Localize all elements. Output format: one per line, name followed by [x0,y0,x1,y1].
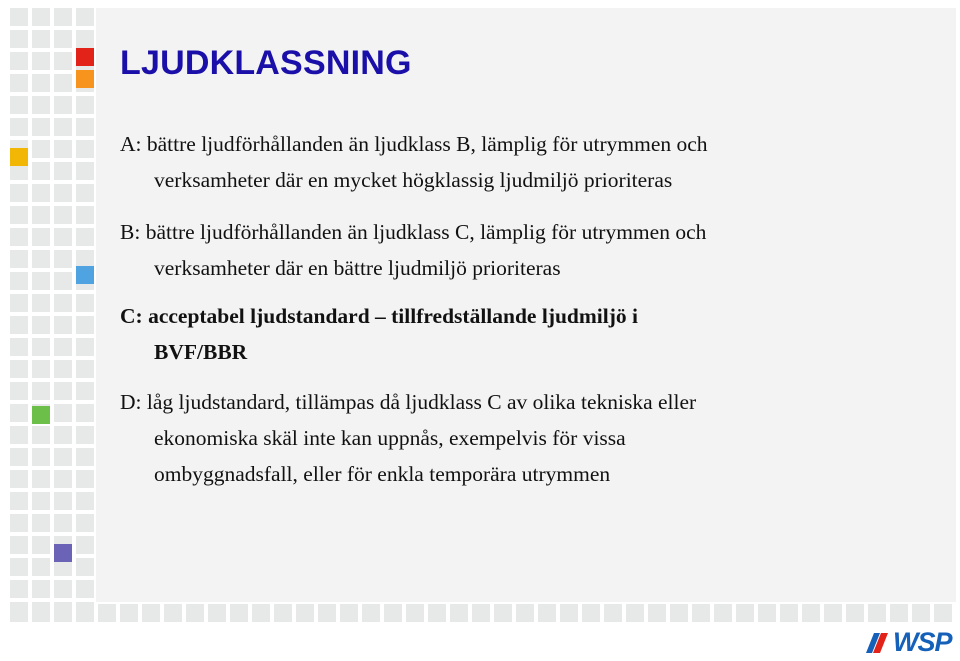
grid-tile [76,206,94,224]
grid-tile [10,514,28,532]
grid-tile [32,470,50,488]
grid-tile [54,250,72,268]
grid-tile [10,492,28,510]
grid-tile [670,604,688,622]
grid-tile [846,604,864,622]
grid-tile [10,426,28,444]
grid-tile [32,8,50,26]
grid-tile [76,536,94,554]
grid-tile [780,604,798,622]
grid-tile [802,604,820,622]
grid-tile [76,162,94,180]
grid-tile [54,404,72,422]
grid-tile [76,426,94,444]
grid-tile [76,294,94,312]
grid-tile [54,184,72,202]
grid-tile [868,604,886,622]
grid-tile [10,52,28,70]
grid-tile [32,294,50,312]
grid-tile [54,140,72,158]
grid-tile [10,118,28,136]
item-text: acceptabel ljudstandard – tillfredställande ljudmiljö i [148,304,639,328]
grid-tile [626,604,644,622]
item-label: A: [120,132,142,156]
accent-tile-yellow [10,148,28,166]
grid-tile [54,74,72,92]
item-text: bättre ljudförhållanden än ljudklass B, lämplig för utrymmen och [146,132,708,156]
grid-tile [54,162,72,180]
grid-tile [164,604,182,622]
grid-tile [32,184,50,202]
grid-tile [472,604,490,622]
grid-tile [76,184,94,202]
grid-tile [32,52,50,70]
grid-tile [10,558,28,576]
grid-tile [76,8,94,26]
grid-tile [54,118,72,136]
grid-tile [120,604,138,622]
grid-tile [54,316,72,334]
grid-tile [450,604,468,622]
grid-tile [10,206,28,224]
item-text: ombyggnadsfall, eller för enkla temporära utrymmen [154,462,611,486]
slide-title: LJUDKLASSNING [120,44,412,82]
grid-tile [10,360,28,378]
grid-tile [54,382,72,400]
grid-tile [32,250,50,268]
grid-tile [76,514,94,532]
grid-tile [824,604,842,622]
grid-tile [54,580,72,598]
grid-tile [76,338,94,356]
grid-tile [54,360,72,378]
grid-tile [54,492,72,510]
grid-tile [10,8,28,26]
grid-tile [142,604,160,622]
grid-tile [10,272,28,290]
wsp-logo [864,626,956,658]
grid-tile [186,604,204,622]
grid-tile [428,604,446,622]
grid-tile [76,382,94,400]
grid-tile [54,338,72,356]
grid-tile [32,206,50,224]
grid-tile [98,604,116,622]
item-text: verksamheter där en mycket högklassig ljudmiljö prioriteras [154,168,673,192]
item-label: B: [120,220,141,244]
grid-tile [32,316,50,334]
grid-tile [692,604,710,622]
grid-tile [76,604,94,622]
item-label: C: [120,304,143,328]
grid-tile [54,426,72,444]
grid-tile [208,604,226,622]
grid-tile [54,294,72,312]
grid-tile [230,604,248,622]
grid-tile [54,272,72,290]
sound-class-item-d [120,384,840,492]
grid-tile [10,536,28,554]
sound-class-item-b [120,214,840,286]
grid-tile [32,30,50,48]
wsp-logo-mark-icon [864,629,890,655]
decorative-tile-row [10,604,956,622]
grid-tile [10,184,28,202]
grid-tile [736,604,754,622]
grid-tile [32,604,50,622]
grid-tile [32,74,50,92]
grid-tile [516,604,534,622]
grid-tile [32,272,50,290]
grid-tile [10,250,28,268]
grid-tile [758,604,776,622]
grid-tile [76,30,94,48]
item-text: bättre ljudförhållanden än ljudklass C, lämplig för utrymmen och [145,220,707,244]
grid-tile [318,604,336,622]
grid-tile [54,228,72,246]
grid-tile [890,604,908,622]
sound-class-item-a [120,126,840,198]
grid-tile [340,604,358,622]
item-label: D: [120,390,142,414]
grid-tile [76,470,94,488]
wsp-logo-text: WSP [893,626,952,657]
grid-tile [76,316,94,334]
grid-tile [32,426,50,444]
grid-tile [10,470,28,488]
grid-tile [54,448,72,466]
grid-tile [648,604,666,622]
grid-tile [252,604,270,622]
grid-tile [54,206,72,224]
item-text: verksamheter där en bättre ljudmiljö prioriteras [154,256,561,280]
grid-tile [10,604,28,622]
grid-tile [54,30,72,48]
grid-tile [32,558,50,576]
grid-tile [362,604,380,622]
grid-tile [32,536,50,554]
grid-tile [10,294,28,312]
grid-tile [10,316,28,334]
grid-tile [76,360,94,378]
grid-tile [296,604,314,622]
grid-tile [76,228,94,246]
grid-tile [32,514,50,532]
decorative-tile-grid [10,8,94,622]
grid-tile [76,140,94,158]
item-text: BVF/BBR [154,340,248,364]
item-text: låg ljudstandard, tillämpas då ljudklass C av olika tekniska eller [146,390,697,414]
grid-tile [10,338,28,356]
grid-tile [10,404,28,422]
sound-class-item-c [120,298,840,370]
accent-tile-red [76,48,94,66]
accent-tile-orange [76,70,94,88]
grid-tile [32,448,50,466]
grid-tile [32,360,50,378]
grid-tile [10,580,28,598]
grid-tile [582,604,600,622]
grid-tile [32,382,50,400]
grid-tile [32,338,50,356]
accent-tile-green [32,406,50,424]
grid-tile [912,604,930,622]
grid-tile [54,96,72,114]
grid-tile [604,604,622,622]
grid-tile [32,96,50,114]
grid-tile [10,382,28,400]
grid-tile [406,604,424,622]
grid-tile [54,8,72,26]
grid-tile [32,118,50,136]
grid-tile [32,140,50,158]
grid-tile [384,604,402,622]
grid-tile [76,580,94,598]
item-text: ekonomiska skäl inte kan uppnås, exempelvis för vissa [154,426,626,450]
grid-tile [76,492,94,510]
grid-tile [54,470,72,488]
grid-tile [32,580,50,598]
grid-tile [54,52,72,70]
grid-tile [10,448,28,466]
grid-tile [76,96,94,114]
grid-tile [934,604,952,622]
grid-tile [54,514,72,532]
grid-tile [76,448,94,466]
grid-tile [76,558,94,576]
grid-tile [560,604,578,622]
grid-tile [32,492,50,510]
accent-tile-purple [54,544,72,562]
grid-tile [10,74,28,92]
grid-tile [76,404,94,422]
grid-tile [76,118,94,136]
grid-tile [538,604,556,622]
grid-tile [494,604,512,622]
grid-tile [32,228,50,246]
grid-tile [10,228,28,246]
grid-tile [32,162,50,180]
grid-tile [714,604,732,622]
grid-tile [10,30,28,48]
accent-tile-blue [76,266,94,284]
grid-tile [54,604,72,622]
grid-tile [274,604,292,622]
grid-tile [10,96,28,114]
